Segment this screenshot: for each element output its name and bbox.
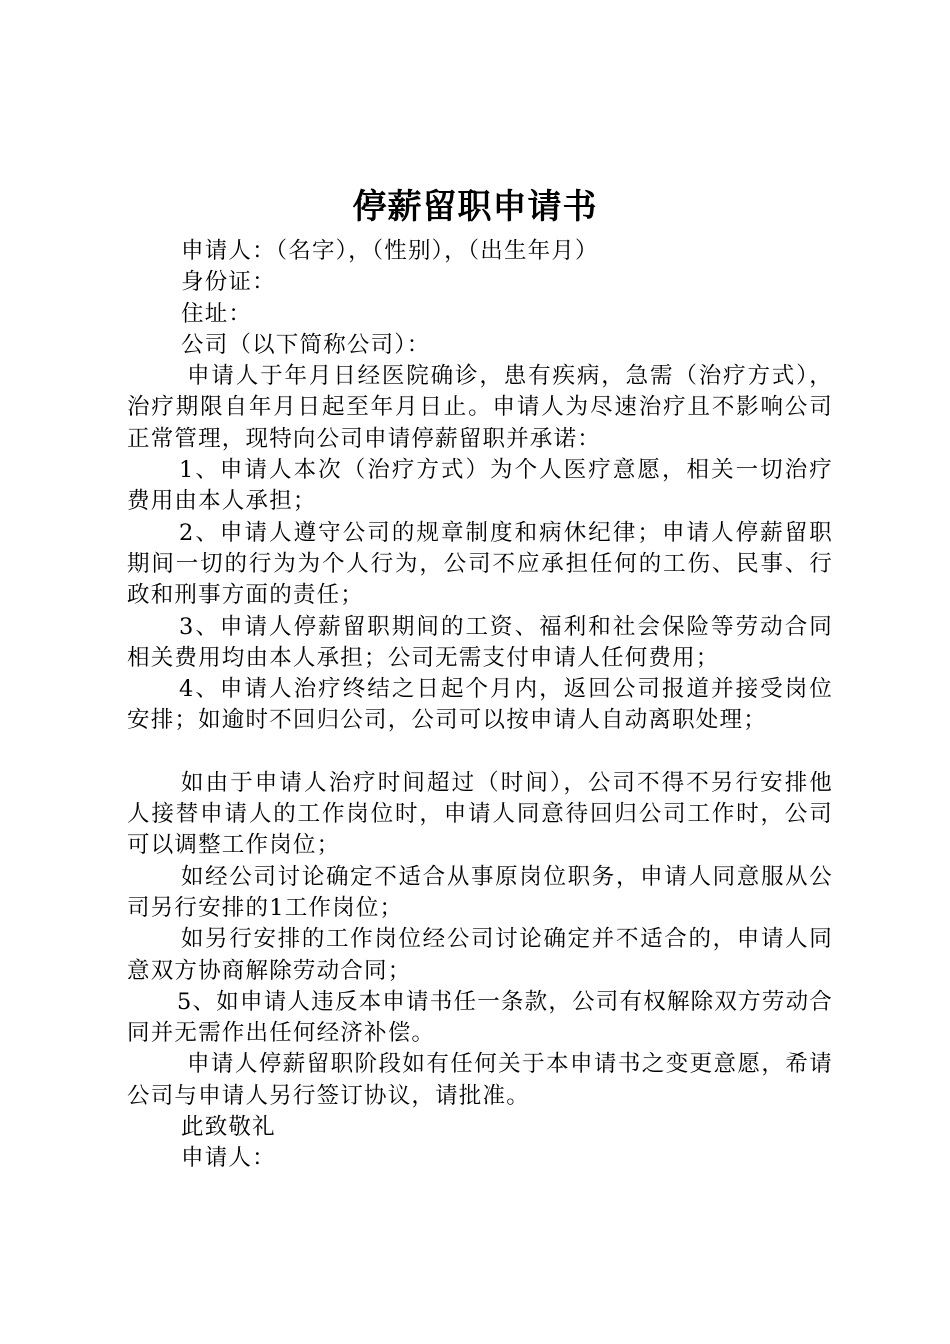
commitment-item-4: 4、申请人治疗终结之日起个月内，返回公司报道并接受岗位安排；如逾时不回归公司，公司可以按申请人自动离职处理；	[127, 676, 833, 734]
intro-paragraph: 申请人于年月日经医院确诊，患有疾病，急需（治疗方式），治疗期限自年月日起至年月日止。申请人为尽速治疗且不影响公司正常管理，现特向公司申请停薪留职并承诺：	[127, 363, 833, 452]
document-title: 停薪留职申请书	[352, 187, 598, 227]
commitment-item-3: 3、申请人停薪留职期间的工资、福利和社会保险等劳动合同相关费用均由本人承担；公司无需支付申请人任何费用；	[127, 613, 833, 671]
company-line: 公司（以下简称公司）：	[181, 331, 431, 358]
id-card-line: 身份证：	[181, 269, 276, 296]
commitment-item-1: 1、申请人本次（治疗方式）为个人医疗意愿，相关一切治疗费用由本人承担；	[127, 457, 833, 515]
document-body	[127, 236, 833, 1175]
salutation-line: 此致敬礼	[181, 1114, 276, 1141]
commitment-item-5: 5、如申请人违反本申请书任一条款，公司有权解除双方劳动合同并无需作出任何经济补偿。	[127, 988, 833, 1047]
clause-a-paragraph: 如由于申请人治疗时间超过（时间），公司不得不另行安排他人接替申请人的工作岗位时，申请人同意待回归公司工作时，公司可以调整工作岗位；	[127, 769, 833, 859]
closing-paragraph: 申请人停薪留职阶段如有任何关于本申请书之变更意愿，希请公司与申请人另行签订协议，请批准。	[127, 1051, 833, 1109]
applicant-info-line: 申请人：（名字），（性别），（出生年月）	[181, 238, 599, 264]
signature-line: 申请人：	[181, 1145, 276, 1172]
clause-b-paragraph: 如经公司讨论确定不适合从事原岗位职务，申请人同意服从公司另行安排的1工作岗位；	[127, 863, 833, 921]
clause-c-paragraph: 如另行安排的工作岗位经公司讨论确定并不适合的，申请人同意双方协商解除劳动合同；	[127, 926, 833, 984]
address-line: 住址：	[181, 300, 253, 327]
paragraph-gap	[127, 737, 833, 768]
commitment-item-2: 2、申请人遵守公司的规章制度和病休纪律；申请人停薪留职期间一切的行为为个人行为，公司不应承担任何的工伤、民事、行政和刑事方面的责任；	[127, 519, 833, 609]
